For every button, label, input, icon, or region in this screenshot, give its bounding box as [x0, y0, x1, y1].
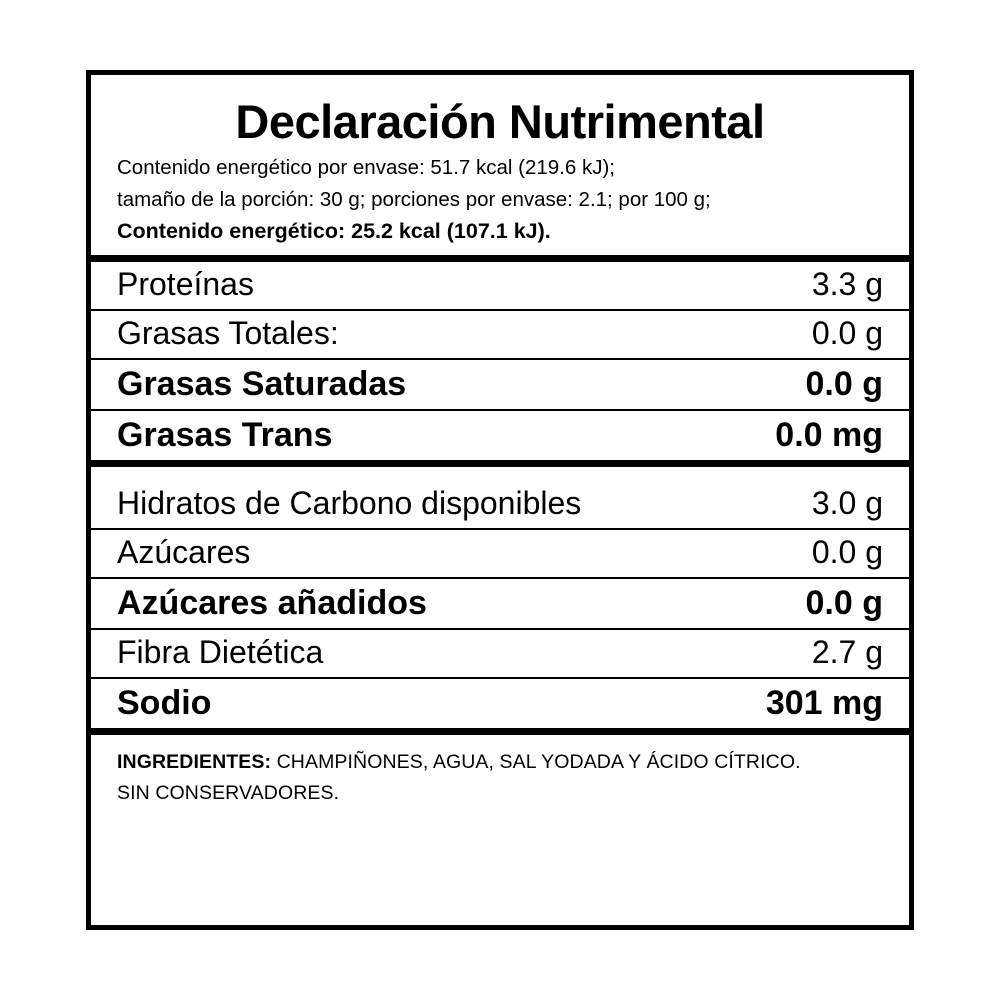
- ingredients-heading: INGREDIENTES:: [117, 750, 272, 773]
- nutrient-value: 3.3 g: [811, 266, 883, 303]
- nutrient-label: Azúcares añadidos: [117, 583, 427, 622]
- divider-thick-middle: [91, 460, 909, 467]
- nutrition-facts-panel: [86, 70, 914, 930]
- preservatives-note: SIN CONSERVADORES.: [117, 782, 340, 805]
- nutrient-value: 0.0 g: [805, 364, 883, 403]
- ingredients-section: [117, 735, 883, 810]
- nutrient-group-carbs: [117, 481, 883, 728]
- table-row: [117, 360, 883, 409]
- page-title: Declaración Nutrimental: [235, 95, 765, 148]
- nutrient-value: 3.0 g: [811, 485, 883, 522]
- nutrient-value: 2.7 g: [811, 633, 883, 670]
- nutrient-label: Grasas Saturadas: [117, 364, 407, 403]
- table-row: [117, 311, 883, 358]
- nutrient-label: Fibra Dietética: [117, 633, 324, 670]
- energy-per-package-line: Contenido energético por envase: 51.7 kcal (219.6 kJ);: [117, 156, 615, 180]
- table-row: [117, 481, 883, 528]
- nutrient-value: 0.0 g: [811, 315, 883, 352]
- group-spacer: [117, 467, 883, 481]
- energy-per-100g-line: Contenido energético: 25.2 kcal (107.1 kJ).: [117, 218, 551, 243]
- divider-thick-top: [91, 255, 909, 262]
- table-row: [117, 679, 883, 728]
- energy-declaration: [117, 152, 883, 255]
- nutrient-label: Grasas Totales:: [117, 315, 339, 352]
- table-row: [117, 579, 883, 628]
- nutrient-label: Grasas Trans: [117, 416, 333, 455]
- nutrient-label: Hidratos de Carbono disponibles: [117, 485, 582, 522]
- nutrient-label: Sodio: [117, 683, 212, 722]
- nutrient-label: Azúcares: [117, 533, 251, 570]
- table-row: [117, 411, 883, 460]
- divider-thick-bottom: [91, 728, 909, 735]
- table-row: [117, 630, 883, 677]
- nutrient-value: 0.0 g: [811, 533, 883, 570]
- ingredients-list: CHAMPIÑONES, AGUA, SAL YODADA Y ÁCIDO CÍTRICO.: [271, 750, 801, 773]
- table-row: [117, 530, 883, 577]
- nutrient-value: 301 mg: [765, 683, 883, 722]
- nutrient-value: 0.0 g: [805, 583, 883, 622]
- nutrient-group-fats: [117, 262, 883, 460]
- ingredients-line: [117, 747, 883, 779]
- nutrient-label: Proteínas: [117, 266, 254, 303]
- table-row: [117, 262, 883, 309]
- nutrient-value: 0.0 mg: [775, 416, 883, 455]
- serving-size-line: tamaño de la porción: 30 g; porciones por envase: 2.1; por 100 g;: [117, 187, 711, 211]
